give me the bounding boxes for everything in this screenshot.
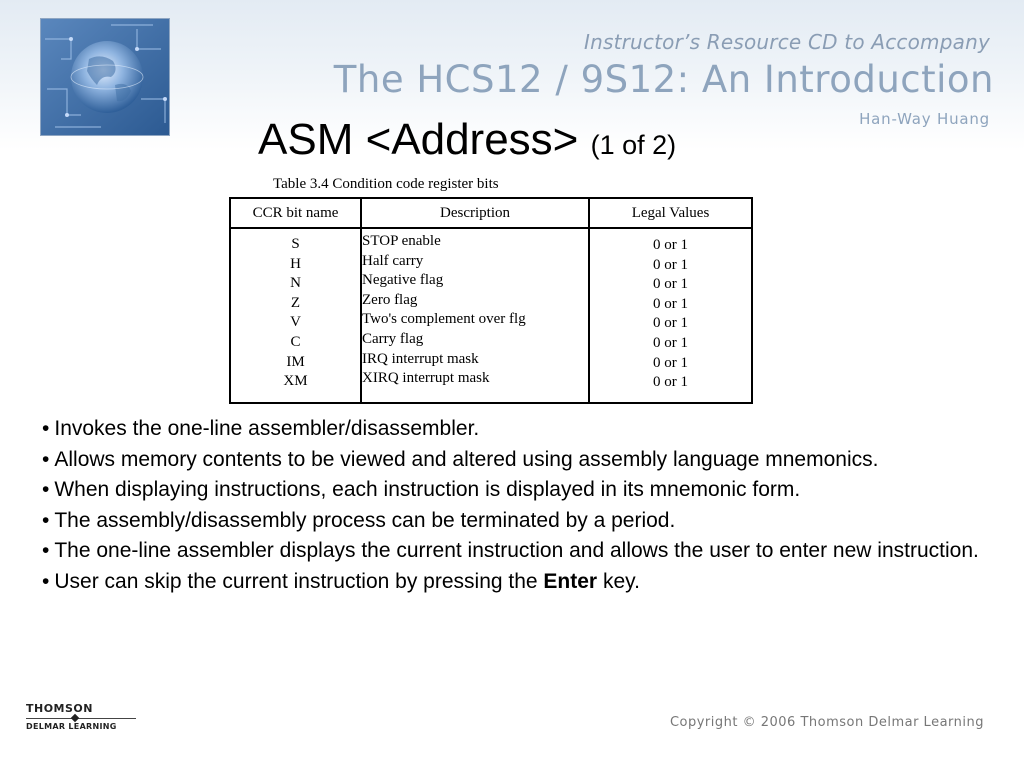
thomson-logo [26, 702, 136, 736]
bit-name: Z [290, 294, 301, 311]
bullet-item [42, 506, 992, 537]
globe-circuit-image [40, 18, 170, 136]
bit-name: XM [283, 373, 308, 390]
slide-title-part: (1 of 2) [590, 130, 677, 160]
bit-name: H [290, 255, 301, 272]
description-list [362, 229, 588, 389]
legal-values-cell [589, 228, 752, 403]
delmar-learning-text: DELMAR LEARNING [26, 722, 117, 731]
bullet-text: When displaying instructions, each instruction is displayed in its mnemonic form. [54, 478, 801, 501]
bullet-text: Invokes the one-line assembler/disassembler. [54, 417, 480, 440]
bit-description: Two's complement over flg [362, 311, 526, 328]
bit-name-cell [230, 228, 361, 403]
legal-value: 0 or 1 [653, 256, 688, 273]
bullet-marker: • [42, 447, 50, 471]
legal-values-list [590, 229, 751, 393]
bullet-marker: • [42, 478, 50, 501]
legal-value: 0 or 1 [653, 276, 688, 293]
book-title: The HCS12 / 9S12: An Introduction [333, 58, 994, 101]
table-header-row [230, 198, 752, 228]
bit-name: N [290, 275, 301, 292]
legal-value: 0 or 1 [653, 374, 688, 391]
legal-value: 0 or 1 [653, 334, 688, 351]
resource-cd-tagline: Instructor’s Resource CD to Accompany [584, 30, 990, 54]
bullet-item [42, 445, 992, 476]
enter-key-text: Enter [543, 569, 598, 593]
legal-value: 0 or 1 [653, 237, 688, 253]
legal-value: 0 or 1 [653, 354, 688, 371]
bullet-text: The one-line assembler displays the current instruction and allows the user to enter new instruction. [54, 539, 979, 562]
table-body-row [230, 228, 752, 403]
slide-title-main: ASM <Address> [258, 115, 579, 164]
bullet-list [42, 414, 992, 597]
bullet-text-end: key. [597, 569, 640, 593]
author-name: Han-Way Huang [859, 110, 990, 128]
logo-divider [26, 718, 136, 719]
bullet-item [42, 567, 992, 598]
bit-name: S [291, 236, 300, 252]
globe-circuit-icon [41, 19, 169, 135]
bullet-marker: • [42, 569, 50, 593]
bit-name-list [231, 229, 360, 392]
column-header-legal-values: Legal Values [589, 198, 752, 228]
legal-value: 0 or 1 [653, 295, 688, 312]
bit-description: Carry flag [362, 330, 424, 347]
copyright-notice: Copyright © 2006 Thomson Delmar Learning [669, 715, 984, 730]
bullet-marker: • [42, 539, 50, 562]
column-header-description: Description [361, 198, 589, 228]
description-cell [361, 228, 589, 403]
bit-name: IM [286, 353, 305, 370]
bullet-text: User can skip the current instruction by pressing the [54, 569, 544, 593]
bit-description: STOP enable [362, 233, 441, 249]
bullet-marker: • [42, 417, 50, 440]
thomson-brand-text: THOMSON [26, 702, 93, 715]
bit-description: IRQ interrupt mask [362, 350, 479, 367]
table-caption: Table 3.4 Condition code register bits [273, 176, 499, 192]
bit-description: XIRQ interrupt mask [362, 370, 490, 387]
legal-value: 0 or 1 [653, 315, 688, 332]
slide-title [258, 115, 676, 165]
bit-name: C [290, 333, 301, 350]
bullet-item [42, 536, 992, 567]
bullet-item [42, 475, 992, 506]
bullet-text: Allows memory contents to be viewed and altered using assembly language mnemonics. [54, 447, 879, 471]
ccr-bits-table [229, 197, 753, 404]
bullet-text: The assembly/disassembly process can be terminated by a period. [54, 508, 676, 532]
bullet-item [42, 414, 992, 445]
bit-description: Half carry [362, 252, 424, 269]
bit-description: Zero flag [362, 291, 418, 308]
bit-name: V [290, 314, 301, 331]
bullet-marker: • [42, 508, 50, 532]
bit-description: Negative flag [362, 272, 444, 289]
column-header-bit-name: CCR bit name [230, 198, 361, 228]
